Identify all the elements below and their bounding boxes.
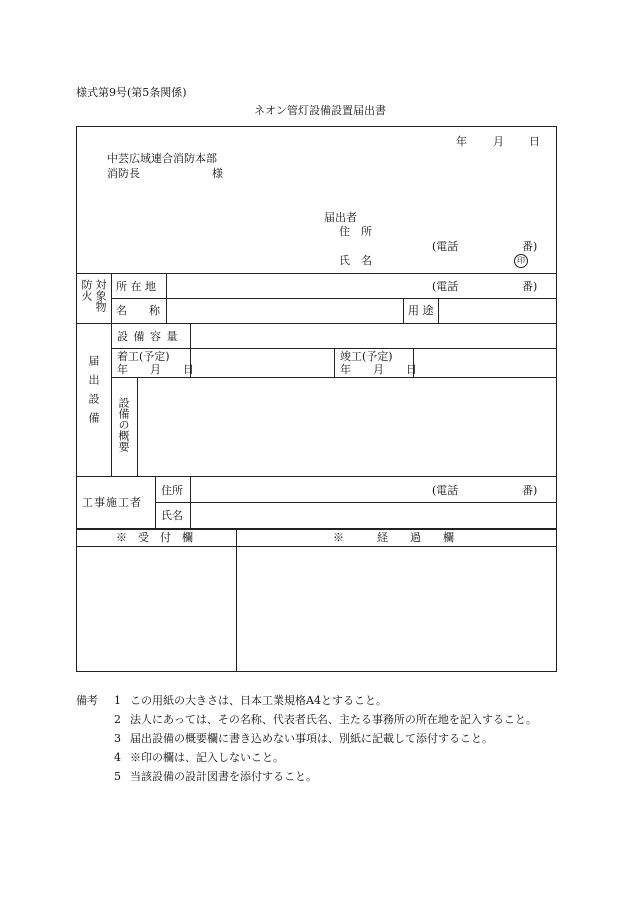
target-use-label: 用 途 — [408, 304, 434, 317]
note-number: 5 — [114, 770, 121, 783]
equipment-finish-date: 年 月 日 — [340, 363, 417, 376]
date-month-label: 月 — [493, 135, 504, 148]
note-number: 1 — [114, 694, 121, 707]
contractor-name-label: 氏名 — [161, 509, 183, 522]
note-number: 3 — [114, 732, 121, 745]
contractor-tel-close: 番) — [522, 484, 538, 497]
contractor-tel-open: (電話 — [432, 484, 459, 497]
applicant-tel-close: 番) — [522, 240, 538, 253]
note-number: 4 — [114, 751, 121, 764]
applicant-tel-open: (電話 — [432, 240, 459, 253]
equipment-finish-label: 竣工(予定) — [340, 350, 393, 363]
equipment-start-date: 年 月 日 — [117, 363, 194, 376]
equipment-start-label: 着工(予定) — [117, 350, 170, 363]
note-text: 法人にあっては、その名称、代表者氏名、主たる事務所の所在地を記入すること。 — [130, 713, 537, 726]
note-text: ※印の欄は、記入しないこと。 — [130, 751, 284, 764]
note-text: 届出設備の概要欄に書き込めない事項は、別紙に記載して添付すること。 — [130, 732, 493, 745]
office-use-table — [76, 528, 557, 672]
progress-label: ※ 経 過 欄 — [333, 531, 454, 544]
addressee-honorific: 様 — [212, 167, 223, 180]
form-title: ネオン管灯設備設置届出書 — [254, 104, 386, 117]
note-text: この用紙の大きさは、日本工業規格A4とすること。 — [130, 694, 387, 707]
target-tel-open: (電話 — [432, 280, 459, 293]
addressee-chief: 消防長 — [107, 167, 140, 180]
contractor-label: 工事施工者 — [82, 496, 142, 509]
reception-label: ※ 受 付 欄 — [116, 531, 193, 544]
target-label-col2: 対象物 — [94, 279, 107, 312]
target-name-label: 名 称 — [116, 304, 160, 317]
target-label-col1: 防火 — [80, 279, 93, 301]
applicant-name-label: 氏 名 — [339, 254, 372, 267]
target-location-label: 所 在 地 — [116, 280, 156, 293]
seal-icon: 印 — [514, 254, 528, 268]
date-day-label: 日 — [529, 135, 540, 148]
applicant-address-label: 住 所 — [339, 225, 372, 238]
applicant-label: 届出者 — [324, 211, 357, 224]
contractor-address-label: 住所 — [161, 484, 183, 497]
note-text: 当該設備の設計図書を添付すること。 — [130, 770, 317, 783]
addressee-org: 中芸広域連合消防本部 — [107, 152, 217, 165]
equipment-summary-label: 設備の概要 — [117, 397, 130, 452]
note-number: 2 — [114, 713, 121, 726]
form-table — [76, 126, 557, 530]
equipment-capacity-label: 設 備 容 量 — [117, 330, 179, 343]
date-year-label: 年 — [456, 135, 467, 148]
notes-heading: 備考 — [76, 694, 98, 707]
target-tel-close: 番) — [522, 280, 538, 293]
equipment-label: 届出設備 — [87, 355, 100, 431]
form-number: 様式第9号(第5条関係) — [76, 86, 187, 99]
